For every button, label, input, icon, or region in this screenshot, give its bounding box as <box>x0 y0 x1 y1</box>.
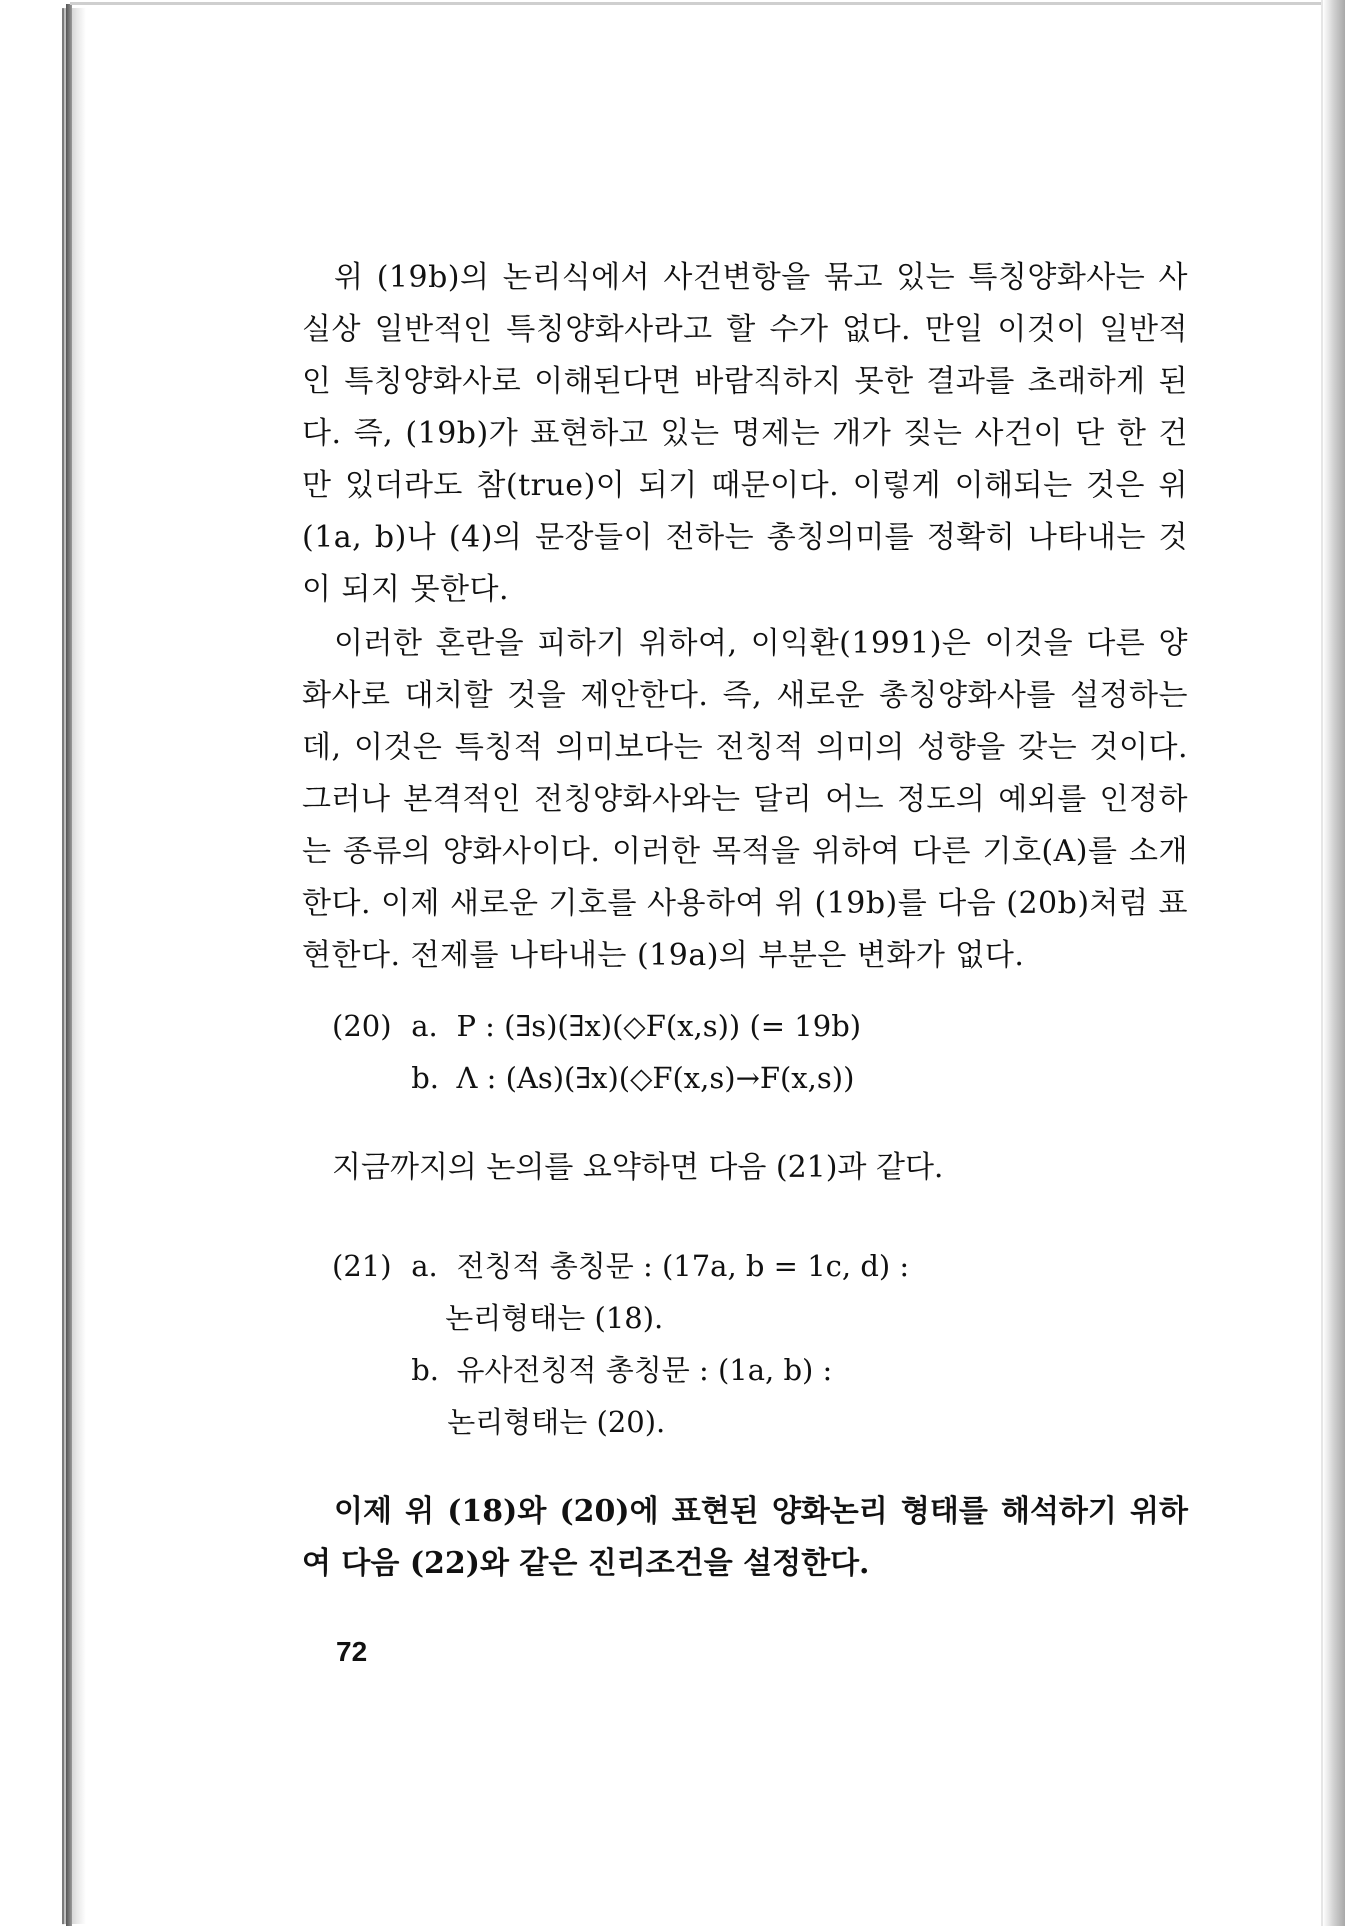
paragraph-1: 위 (19b)의 논리식에서 사건변항을 묶고 있는 특칭양화사는 사실상 일반적인 특칭양화사라고 할 수가 없다. 만일 이것이 일반적인 특칭양화사로 이해된다면 바람직하지 못한 결과를 초래하게 된다. 즉, (19b)가 표현하고 있는 명제는 개가 짖는 사건이 단 한 건만 있더라도 참(true)이 되기 때문이다. 이렇게 이해되는 것은 위 (1a, b)나 (4)의 문장들이 전하는 총칭의미를 정확히 나타내는 것이 되지 못한다. <box>302 260 1188 607</box>
example-letter-b: b. <box>411 1061 440 1095</box>
example-20-a <box>332 1000 1192 1052</box>
page-right-shadow <box>1323 0 1345 1926</box>
example-21 <box>332 1240 909 1448</box>
example-number: (20) <box>332 1009 392 1043</box>
list-b-text: 유사전칭적 총칭문 : (1a, b) : <box>456 1353 833 1387</box>
page-number: 72 <box>336 1636 368 1667</box>
final-paragraph: 이제 위 (18)와 (20)에 표현된 양화논리 형태를 해석하기 위하여 다음 (22)와 같은 진리조건을 설정한다. <box>302 1494 1188 1581</box>
summary-intro: 지금까지의 논의를 요약하면 다음 (21)과 같다. <box>332 1150 944 1185</box>
list-b-continuation: 논리형태는 (20). <box>447 1405 666 1439</box>
formula-b: Λ : (As)(∃x)(◇F(x,s)→F(x,s)) <box>456 1061 855 1095</box>
formula-a: P : (∃s)(∃x)(◇F(x,s)) (= 19b) <box>456 1009 862 1043</box>
example-20-b <box>332 1052 1192 1104</box>
example-20 <box>332 1000 1192 1104</box>
example-21-a-cont <box>332 1292 909 1344</box>
example-letter-a: a. <box>411 1249 438 1283</box>
book-spine-shadow <box>66 4 72 1926</box>
example-letter-b: b. <box>411 1353 440 1387</box>
example-number: (21) <box>332 1249 392 1283</box>
list-a-text: 전칭적 총칭문 : (17a, b = 1c, d) : <box>456 1249 910 1283</box>
list-a-continuation: 논리형태는 (18). <box>445 1301 664 1335</box>
example-21-b <box>332 1344 909 1396</box>
body-text <box>302 252 1188 982</box>
example-letter-a: a. <box>411 1009 438 1043</box>
example-21-a <box>332 1240 909 1292</box>
page-top-edge <box>70 2 1340 5</box>
paragraph-2: 이러한 혼란을 피하기 위하여, 이익환(1991)은 이것을 다른 양화사로 대치할 것을 제안한다. 즉, 새로운 총칭양화사를 설정하는데, 이것은 특칭적 의미보다는 전칭적 의미의 성향을 갖는 것이다. 그러나 본격적인 전칭양화사와는 달리 어느 정도의 예외를 인정하는 종류의 양화사이다. 이러한 목적을 위하여 다른 기호(A)를 소개한다. 이제 새로운 기호를 사용하여 위 (19b)를 다음 (20b)처럼 표현한다. 전제를 나타내는 (19a)의 부분은 변화가 없다. <box>302 626 1189 973</box>
example-21-b-cont <box>332 1396 909 1448</box>
